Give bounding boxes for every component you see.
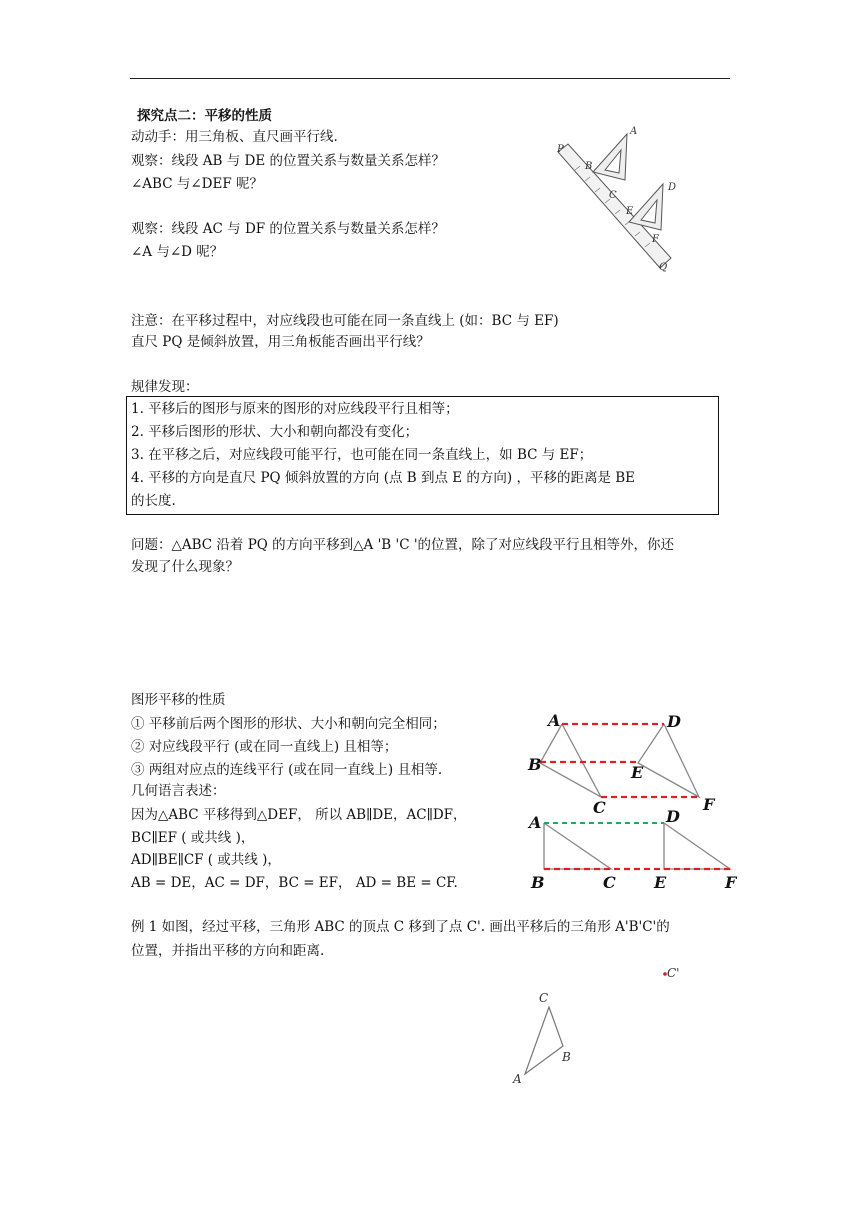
ruler-label-c: C — [609, 190, 617, 201]
triangle-abc-right — [544, 823, 611, 869]
question-line-2: 发现了什么现象？ — [131, 559, 239, 575]
fig2-label-b: B — [528, 755, 542, 774]
ruler-label-a: A — [630, 126, 638, 137]
angle-a-d: ∠A 与∠D 呢？ — [131, 244, 224, 260]
observe-ac-df: 观察：线段 AC 与 DF 的位置关系与数量关系怎样？ — [131, 221, 445, 237]
ruler-label-b: B — [585, 161, 593, 172]
note-line-1: 注意：在平移过程中，对应线段也可能在同一条直线上 (如：BC 与 EF) — [131, 313, 559, 329]
angle-abc-def: ∠ABC 与∠DEF 呢？ — [131, 176, 264, 192]
fig4-label-b: B — [562, 1050, 571, 1064]
fig2-label-e: E — [631, 763, 644, 782]
triangle-def-outline — [638, 724, 699, 797]
translation-figure-1 — [525, 708, 750, 818]
properties-heading: 图形平移的性质 — [131, 692, 226, 708]
observe-ab-de: 观察：线段 AB 与 DE 的位置关系与数量关系怎样？ — [131, 153, 446, 169]
rule-2: 2. 平移后图形的形状、大小和朝向都没有变化； — [131, 424, 419, 440]
triangle-abc-outline — [540, 724, 601, 797]
translation-figure-2 — [525, 807, 750, 895]
fig3-label-e: E — [654, 873, 667, 892]
fig3-label-c: C — [603, 873, 616, 892]
fig2-label-c: C — [593, 798, 606, 817]
example-line-1: 例 1 如图，经过平移，三角形 ABC 的顶点 C 移到了点 C'. 画出平移后的三角形 A'B'C'的 — [131, 919, 670, 935]
hands-on-line: 动动手：用三角板、直尺画平行线. — [131, 129, 338, 145]
header-rule — [130, 78, 730, 79]
ruler-label-p: P — [557, 144, 564, 155]
fig3-label-f: F — [725, 873, 737, 892]
ruler-label-q: Q — [659, 262, 668, 273]
geo-line-1: 因为△ABC 平移得到△DEF， 所以 AB∥DE，AC∥DF， — [131, 807, 467, 823]
fig3-label-a: A — [529, 813, 542, 832]
ruler-label-d: D — [668, 182, 677, 193]
fig2-label-a: A — [548, 711, 561, 730]
ruler-label-f: F — [652, 234, 659, 245]
rule-1: 1. 平移后的图形与原来的图形的对应线段平行且相等； — [131, 401, 459, 417]
question-line-1: 问题：△ABC 沿着 PQ 的方向平移到△A 'B 'C '的位置，除了对应线段平行且相等外，你还 — [131, 537, 675, 553]
example-figure — [505, 960, 695, 1090]
example-line-2: 位置，并指出平移的方向和距离. — [131, 943, 325, 959]
ruler-triangle-figure — [555, 122, 685, 272]
triangle-def-right — [664, 823, 730, 869]
rule-4: 4. 平移的方向是直尺 PQ 倾斜放置的方向 (点 B 到点 E 的方向) ，平移的距离是 BE — [131, 470, 636, 486]
property-2: ② 对应线段平行 (或在同一直线上) 且相等； — [131, 739, 398, 755]
example-triangle-abc — [525, 1007, 563, 1074]
fig2-label-d: D — [667, 712, 681, 731]
fig4-label-c-prime: C' — [667, 966, 680, 980]
fig3-label-b: B — [531, 873, 545, 892]
fig3-label-d: D — [666, 807, 680, 826]
rules-box — [126, 396, 719, 515]
rule-4-cont: 的长度. — [131, 493, 176, 509]
triangle-abc — [593, 134, 627, 180]
rules-heading: 规律发现： — [131, 379, 199, 395]
note-line-2: 直尺 PQ 是倾斜放置，用三角板能否画出平行线？ — [131, 334, 430, 350]
fig2-label-f: F — [703, 795, 715, 814]
property-1: ① 平移前后两个图形的形状、大小和朝向完全相同； — [131, 716, 446, 732]
geo-line-3: AD∥BE∥CF ( 或共线 )， — [131, 852, 281, 868]
property-3: ③ 两组对应点的连线平行 (或在同一直线上) 且相等. — [131, 762, 443, 778]
fig4-label-a: A — [513, 1072, 522, 1086]
geo-line-2: BC∥EF ( 或共线 )， — [131, 830, 255, 846]
ruler-label-e: E — [626, 206, 634, 217]
triangle-def — [629, 184, 663, 230]
section-title: 探究点二：平移的性质 — [137, 108, 272, 124]
geo-heading: 几何语言表述： — [131, 783, 226, 799]
geo-line-4: AB = DE，AC = DF，BC = EF， AD = BE = CF. — [131, 875, 458, 891]
fig4-label-c: C — [539, 991, 549, 1005]
rule-3: 3. 在平移之后，对应线段可能平行，也可能在同一条直线上，如 BC 与 EF； — [131, 447, 593, 463]
